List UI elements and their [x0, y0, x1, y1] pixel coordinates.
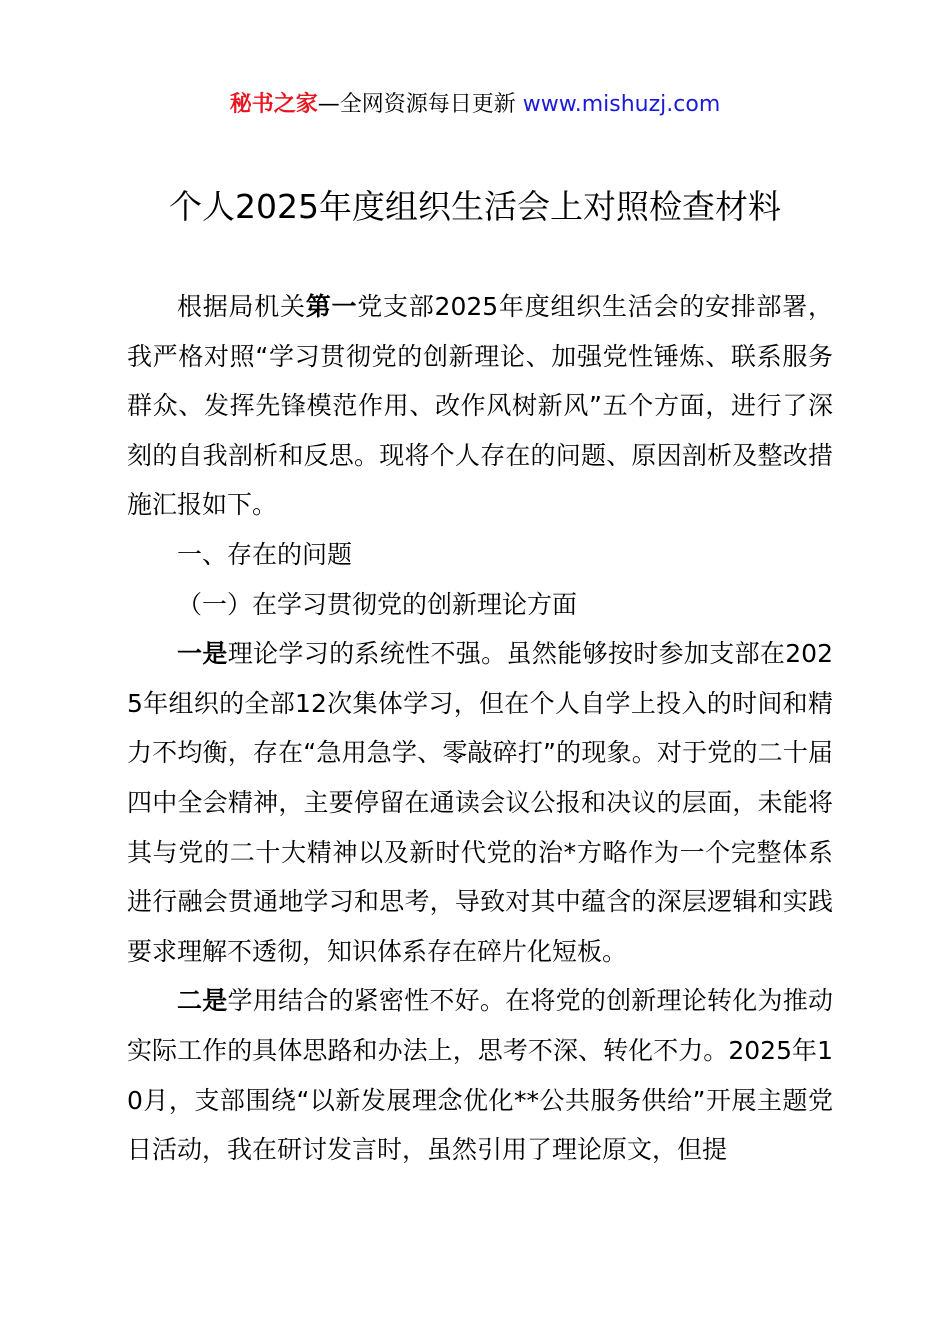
point-paragraph-2: [127, 976, 833, 1174]
point-2-lead: 二是: [177, 986, 228, 1016]
subsection-heading: （一）在学习贯彻党的创新理论方面: [177, 589, 578, 619]
site-url-link[interactable]: www.mishuzj.com: [522, 92, 721, 117]
point-paragraph-1: [127, 629, 833, 976]
site-header: [0, 88, 950, 122]
intro-text-start: 根据局机关: [177, 292, 306, 321]
section-heading: 一、存在的问题: [177, 539, 353, 569]
intro-paragraph: [127, 282, 833, 530]
intro-bold-text: 第一: [305, 292, 358, 321]
site-brand: 秘书之家: [229, 92, 318, 117]
intro-text-rest: 党支部2025年度组织生活会的安排部署，我严格对照“学习贯彻党的创新理论、加强党性锤炼、联系服务群众、发挥先锋模范作用、改作风树新风”五个方面，进行了深刻的自我剖析和反思。现将个人存在的问题、原因剖析及整改措施汇报如下。: [127, 292, 833, 520]
point-2-text: 学用结合的紧密性不好。在将党的创新理论转化为推动实际工作的具体思路和办法上，思考不深、转化不力。2025年10月，支部围绕“以新发展理念优化**公共服务供给”开展主题党日活动，我在研讨发言时，虽然引用了理论原文，但提: [127, 986, 833, 1165]
point-1-text: 理论学习的系统性不强。虽然能够按时参加支部在2025年组织的全部12次集体学习，但在个人自学上投入的时间和精力不均衡，存在“急用急学、零敲碎打”的现象。对于党的二十届四中全会精神，主要停留在通读会议公报和决议的层面，未能将其与党的二十大精神以及新时代党的治*方略作为一个完整体系进行融会贯通地学习和思考，导致对其中蕴含的深层逻辑和实践要求理解不透彻，知识体系存在碎片化短板。: [127, 639, 833, 966]
document-body: [127, 282, 833, 1175]
point-1-lead: 一是: [177, 639, 228, 669]
document-title: 个人2025年度组织生活会上对照检查材料: [169, 187, 781, 226]
site-tagline: —全网资源每日更新: [317, 92, 523, 117]
